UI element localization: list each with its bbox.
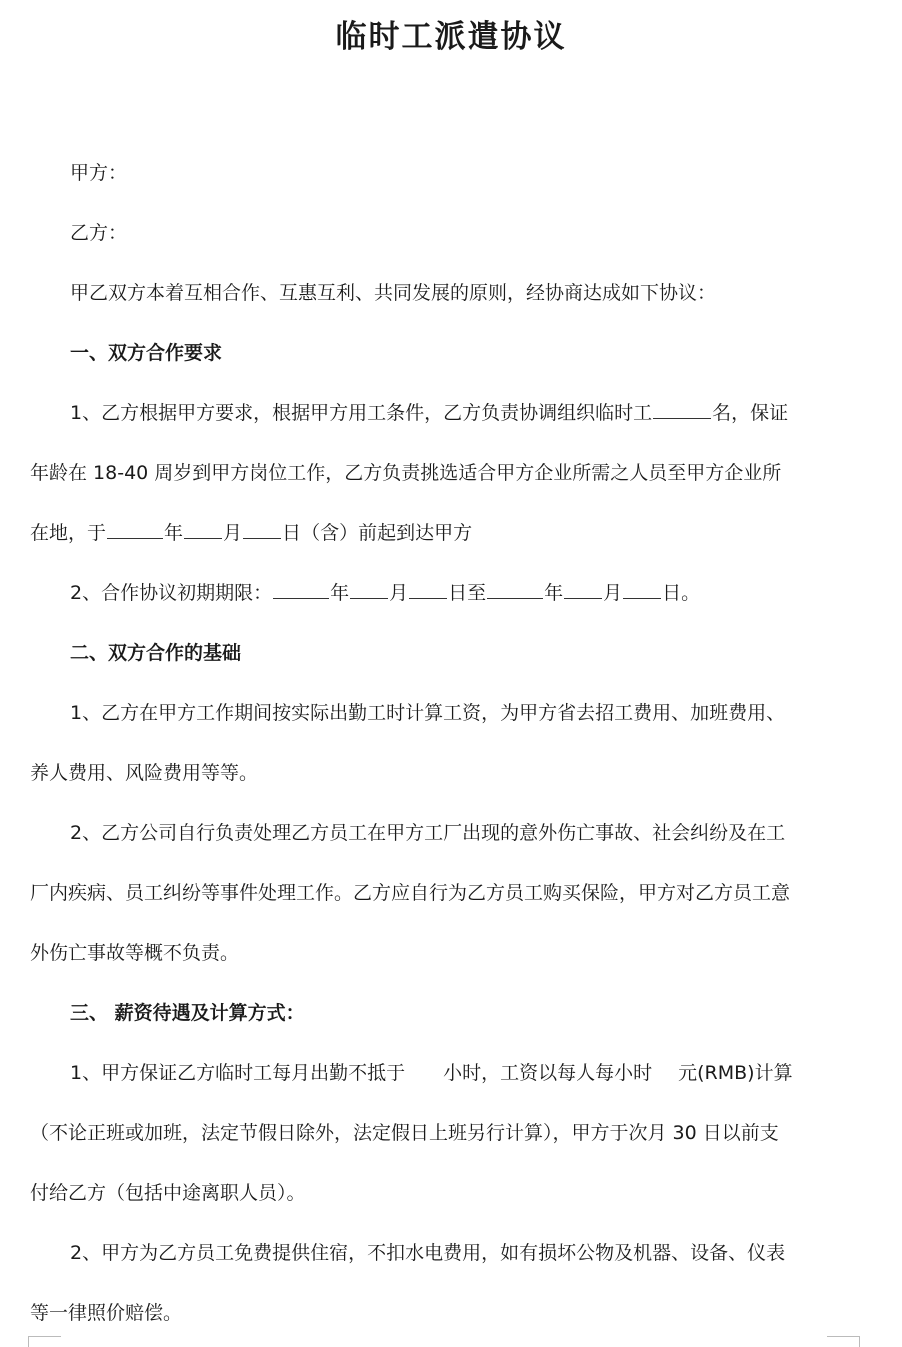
text: 年 bbox=[164, 522, 184, 544]
text: 日至 bbox=[448, 582, 487, 604]
text: 在地，于 bbox=[30, 522, 107, 544]
text: 日。 bbox=[662, 582, 701, 604]
document-title: 临时工派遣协议 bbox=[335, 19, 567, 55]
text: 月 bbox=[603, 582, 623, 604]
text: 小时，工资以每人每小时 bbox=[443, 1062, 653, 1084]
section-2-heading: 二、双方合作的基础 bbox=[70, 642, 242, 664]
blank-worker-count[interactable] bbox=[653, 398, 711, 419]
text: 日 bbox=[282, 522, 302, 544]
s3-p2-line2: 等一律照价赔偿。 bbox=[30, 1302, 183, 1324]
s3-p1-line3: 付给乙方（包括中途离职人员）。 bbox=[30, 1182, 306, 1204]
s2-p1-line1: 1、乙方在甲方工作期间按实际出勤工时计算工资，为甲方省去招工费用、加班费用、 bbox=[70, 702, 786, 724]
text: 名，保证 bbox=[712, 402, 789, 424]
text: 月 bbox=[223, 522, 243, 544]
section-3-heading: 三、 薪资待遇及计算方式： bbox=[70, 1002, 305, 1024]
blank-year[interactable] bbox=[107, 518, 163, 539]
blank-start-year[interactable] bbox=[273, 578, 329, 599]
text: 1、乙方根据甲方要求，根据甲方用工条件，乙方负责协调组织临时工 bbox=[70, 402, 653, 424]
text: 1、甲方保证乙方临时工每月出勤不抵于 bbox=[70, 1062, 406, 1084]
s2-p2-line1: 2、乙方公司自行负责处理乙方员工在甲方工厂出现的意外伤亡事故、社会纠纷及在工 bbox=[70, 822, 786, 844]
blank-day[interactable] bbox=[243, 518, 281, 539]
blank-month[interactable] bbox=[184, 518, 222, 539]
s1-p1-line1 bbox=[70, 398, 788, 428]
blank-start-day[interactable] bbox=[409, 578, 447, 599]
s1-p2-line1 bbox=[70, 578, 700, 608]
s3-p1-line1 bbox=[70, 1058, 793, 1088]
blank-end-day[interactable] bbox=[623, 578, 661, 599]
s2-p2-line2: 厂内疾病、员工纠纷等事件处理工作。乙方应自行为乙方员工购买保险，甲方对乙方员工意 bbox=[30, 882, 791, 904]
text: （含）前起到达甲方 bbox=[301, 522, 473, 544]
blank-end-year[interactable] bbox=[487, 578, 543, 599]
intro-paragraph: 甲乙双方本着互相合作、互惠互利、共同发展的原则，经协商达成如下协议： bbox=[70, 282, 717, 304]
page-corner-mark-right bbox=[827, 1336, 860, 1347]
section-1-heading: 一、双方合作要求 bbox=[70, 342, 223, 364]
s2-p2-line3: 外伤亡事故等概不负责。 bbox=[30, 942, 240, 964]
text: 年 bbox=[544, 582, 564, 604]
s3-p1-line2: （不论正班或加班，法定节假日除外，法定假日上班另行计算），甲方于次月 30 日以前支 bbox=[30, 1122, 779, 1144]
text: 年 bbox=[330, 582, 350, 604]
party-b-label: 乙方： bbox=[70, 222, 128, 244]
s1-p1-line2: 年龄在 18-40 周岁到甲方岗位工作，乙方负责挑选适合甲方企业所需之人员至甲方企业所 bbox=[30, 462, 782, 484]
s1-p1-line3 bbox=[30, 518, 472, 548]
s2-p1-line2: 养人费用、风险费用等等。 bbox=[30, 762, 259, 784]
text: 元(RMB)计算 bbox=[678, 1062, 793, 1084]
blank-end-month[interactable] bbox=[564, 578, 602, 599]
text: 月 bbox=[389, 582, 409, 604]
text: 2、合作协议初期期限： bbox=[70, 582, 273, 604]
s3-p2-line1: 2、甲方为乙方员工免费提供住宿，不扣水电费用，如有损坏公物及机器、设备、仪表 bbox=[70, 1242, 786, 1264]
page-corner-mark-left bbox=[28, 1336, 61, 1347]
blank-start-month[interactable] bbox=[350, 578, 388, 599]
party-a-label: 甲方： bbox=[70, 162, 128, 184]
